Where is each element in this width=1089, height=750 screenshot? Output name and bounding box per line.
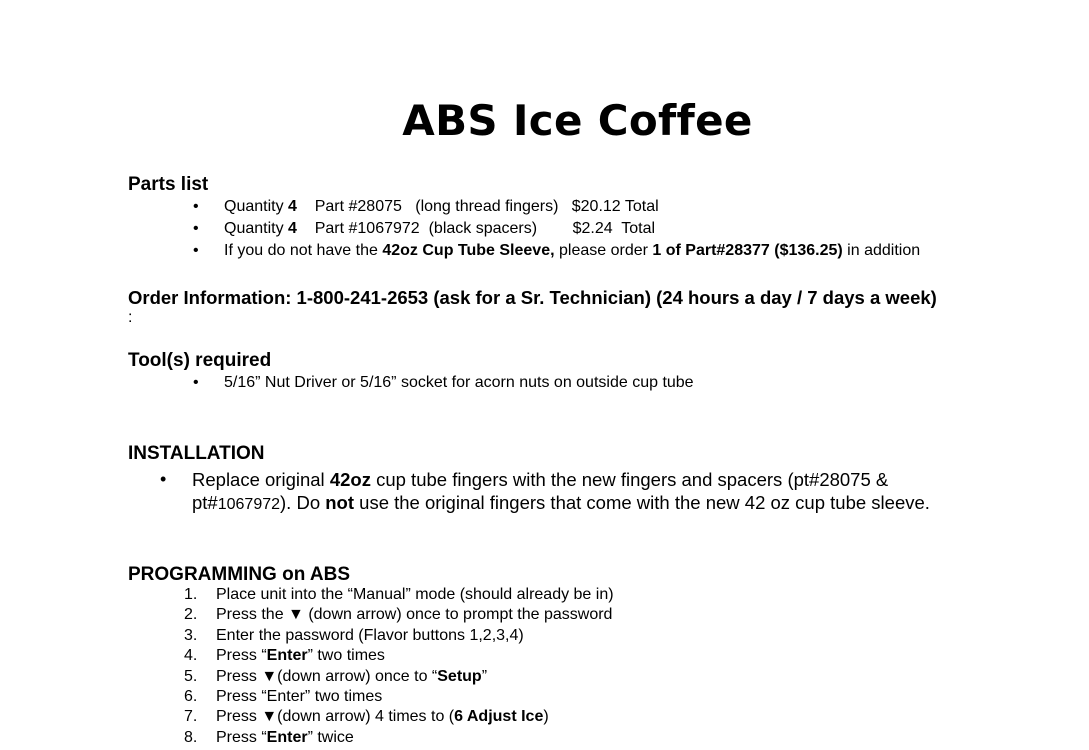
programming-step xyxy=(216,708,549,726)
programming-step xyxy=(216,606,612,624)
step-text: ) xyxy=(543,708,549,726)
order-information-colon: : xyxy=(128,309,133,326)
order-information: Order Information: 1-800-241-2653 (ask for a Sr. Technician) (24 hours a day / 7 days a week) xyxy=(128,287,937,308)
parts-item-1: Quantity 4 Part #28075 (long thread fingers) $20.12 Total xyxy=(224,198,659,215)
step-text: Enter the password (Flavor buttons 1,2,3,4) xyxy=(216,626,524,644)
bullet-icon: • xyxy=(193,220,199,237)
programming-step xyxy=(216,668,487,686)
step-text: ” twice xyxy=(307,728,354,746)
programming-step xyxy=(216,729,354,747)
tools-heading: Tool(s) required xyxy=(128,350,272,371)
step-text: Press “ xyxy=(216,647,267,665)
step-text: Press ▼(down arrow) 4 times to ( xyxy=(216,708,455,726)
step-text: Press ▼(down arrow) once to “ xyxy=(216,667,438,685)
parts-item-3: If you do not have the 42oz Cup Tube Sleeve, please order 1 of Part#28377 ($136.25) in addition xyxy=(224,242,921,259)
step-text-bold: 6 Adjust Ice xyxy=(454,708,544,726)
parts-list-heading: Parts list xyxy=(128,174,209,195)
bullet-icon: • xyxy=(160,469,167,489)
step-text: ” two times xyxy=(307,647,385,665)
bullet-icon: • xyxy=(193,374,199,391)
programming-step xyxy=(216,586,614,604)
parts-item-2: Quantity 4 Part #1067972 (black spacers) $2.24 Total xyxy=(224,220,656,237)
step-text: Press “Enter” two times xyxy=(216,688,383,705)
installation-line-1: Replace original 42oz cup tube fingers with the new fingers and spacers (pt#28075 & xyxy=(192,469,889,490)
programming-step xyxy=(216,647,385,665)
step-text-bold: Enter xyxy=(266,728,308,746)
step-text: Press the ▼ (down arrow) once to prompt the password xyxy=(216,606,613,624)
bullet-icon: • xyxy=(193,198,199,215)
bullet-icon: • xyxy=(193,242,199,259)
step-number: 1. xyxy=(184,586,198,603)
tools-item-1: 5/16” Nut Driver or 5/16” socket for acorn nuts on outside cup tube xyxy=(224,374,694,391)
step-number: 5. xyxy=(184,667,198,685)
step-text: ” xyxy=(481,667,488,685)
step-text: Place unit into the “Manual” mode (should already be in) xyxy=(216,586,614,603)
step-number: 8. xyxy=(184,728,198,746)
step-number: 3. xyxy=(184,626,198,644)
installation-text xyxy=(192,468,930,516)
step-number: 7. xyxy=(184,708,198,726)
step-number: 4. xyxy=(184,647,198,665)
installation-heading: INSTALLATION xyxy=(128,443,265,464)
installation-line-2: pt#1067972). Do not use the original fingers that come with the new 42 oz cup tube sleeve. xyxy=(192,492,930,513)
step-number: 6. xyxy=(184,688,198,705)
programming-heading: PROGRAMMING on ABS xyxy=(128,564,351,585)
document-title: ABS Ice Coffee xyxy=(402,96,753,145)
step-number: 2. xyxy=(184,606,198,624)
step-text-bold: Enter xyxy=(266,647,308,665)
programming-step xyxy=(216,688,382,706)
programming-step xyxy=(216,627,524,645)
step-text-bold: Setup xyxy=(437,667,482,685)
step-text: Press “ xyxy=(216,728,267,746)
